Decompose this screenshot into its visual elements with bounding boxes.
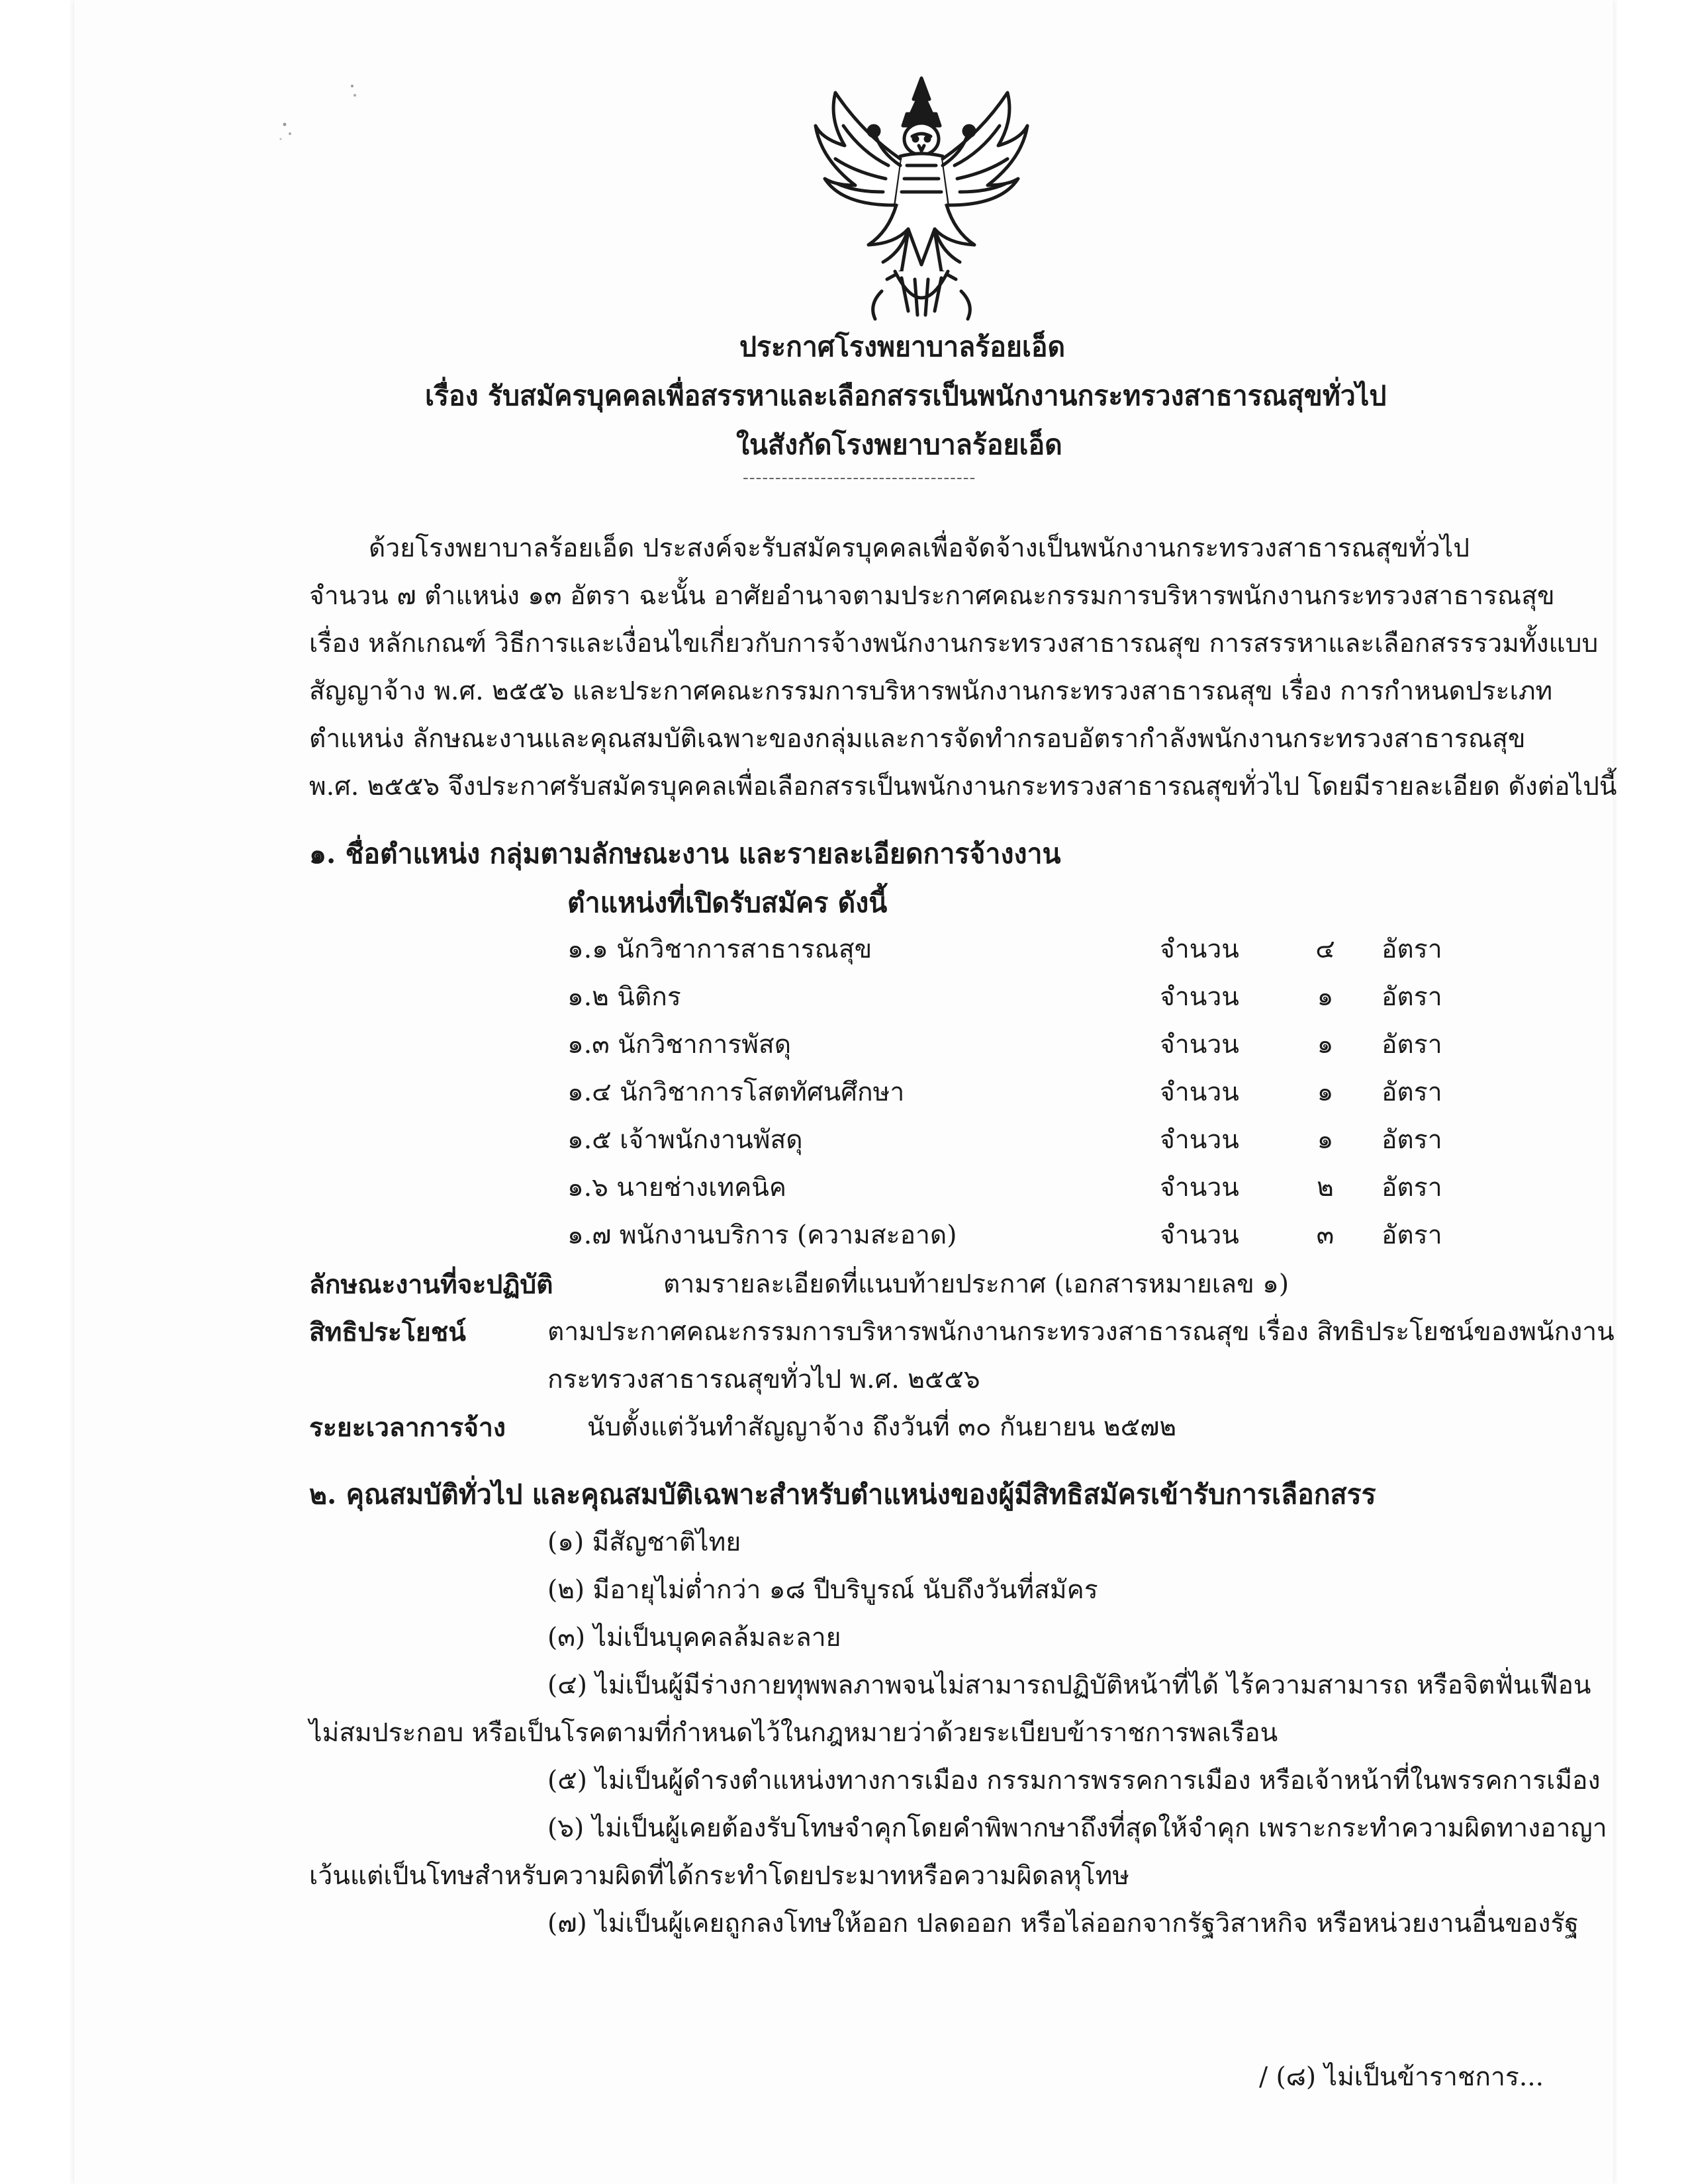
period-label: ระยะเวลาการจ้าง xyxy=(309,1412,506,1443)
position-name: ๑.๔ นักวิชาการโสตทัศนศึกษา xyxy=(567,1077,905,1107)
section1-subheading: ตำแหน่งที่เปิดรับสมัคร ดังนี้ xyxy=(567,887,888,919)
position-unit: อัตรา xyxy=(1382,982,1442,1012)
document-page xyxy=(74,0,1617,2184)
position-count-label: จำนวน xyxy=(1160,934,1239,964)
benefits-label: สิทธิประโยชน์ xyxy=(309,1317,466,1347)
position-count: ๓ xyxy=(1316,1220,1335,1250)
position-count-label: จำนวน xyxy=(1160,1030,1239,1060)
document-title: ประกาศโรงพยาบาลร้อยเอ็ด xyxy=(739,331,1066,363)
position-count-label: จำนวน xyxy=(1160,982,1239,1012)
position-unit: อัตรา xyxy=(1382,934,1442,964)
position-name: ๑.๕ เจ้าพนักงานพัสดุ xyxy=(567,1125,803,1155)
qualification-item: (๓) ไม่เป็นบุคคลล้มละลาย xyxy=(547,1623,841,1653)
qualification-item-continued: เว้นแต่เป็นโทษสำหรับความผิดที่ได้กระทำโดยประมาทหรือความผิดลหุโทษ xyxy=(309,1861,1130,1891)
duties-label: ลักษณะงานที่จะปฏิบัติ xyxy=(309,1269,553,1300)
position-unit: อัตรา xyxy=(1382,1220,1442,1250)
subject-label: เรื่อง xyxy=(425,380,479,412)
qualification-item: (๑) มีสัญชาติไทย xyxy=(547,1527,741,1557)
qualification-item: (๖) ไม่เป็นผู้เคยต้องรับโทษจำคุกโดยคำพิพากษาถึงที่สุดให้จำคุก เพราะกระทำความผิดทางอาญา xyxy=(547,1813,1607,1843)
position-name: ๑.๗ พนักงานบริการ (ความสะอาด) xyxy=(567,1220,957,1250)
qualification-item: (๗) ไม่เป็นผู้เคยถูกลงโทษให้ออก ปลดออก หรือไล่ออกจากรัฐวิสาหกิจ หรือหน่วยงานอื่นของรัฐ xyxy=(547,1909,1579,1938)
intro-line-2: จำนวน ๗ ตำแหน่ง ๑๓ อัตรา ฉะนั้น อาศัยอำนาจตามประกาศคณะกรรมการบริหารพนักงานกระทรวงสาธารณสุข xyxy=(309,581,1555,611)
position-count: ๔ xyxy=(1315,934,1335,964)
intro-line-5: ตำแหน่ง ลักษณะงานและคุณสมบัติเฉพาะของกลุ่มและการจัดทำกรอบอัตรากำลังพนักงานกระทรวงสาธารณสุข xyxy=(309,724,1526,754)
intro-line-4: สัญญาจ้าง พ.ศ. ๒๕๕๖ และประกาศคณะกรรมการบริหารพนักงานกระทรวงสาธารณสุข เรื่อง การกำหนดประเภท xyxy=(309,676,1553,706)
benefits-text-line2: กระทรวงสาธารณสุขทั่วไป พ.ศ. ๒๕๕๖ xyxy=(547,1365,980,1394)
qualification-item: (๕) ไม่เป็นผู้ดำรงตำแหน่งทางการเมือง กรรมการพรรคการเมือง หรือเจ้าหน้าที่ในพรรคการเมือง xyxy=(547,1766,1601,1796)
intro-line-1: ด้วยโรงพยาบาลร้อยเอ็ด ประสงค์จะรับสมัครบุคคลเพื่อจัดจ้างเป็นพนักงานกระทรวงสาธารณสุขทั่วไป xyxy=(369,533,1470,563)
position-count: ๒ xyxy=(1317,1173,1334,1203)
section2-heading: ๒. คุณสมบัติทั่วไป และคุณสมบัติเฉพาะสำหรับตำแหน่งของผู้มีสิทธิสมัครเข้ารับการเลือกสรร xyxy=(309,1479,1376,1510)
position-count: ๑ xyxy=(1317,1125,1334,1155)
position-count-label: จำนวน xyxy=(1160,1173,1239,1203)
position-count: ๑ xyxy=(1317,1077,1334,1107)
garuda-emblem-icon xyxy=(809,73,1034,324)
qualification-item: (๔) ไม่เป็นผู้มีร่างกายทุพพลภาพจนไม่สามารถปฏิบัติหน้าที่ได้ ไร้ความสามารถ หรือจิตฟั่นเฟือน xyxy=(547,1670,1591,1700)
position-unit: อัตรา xyxy=(1382,1125,1442,1155)
scan-specks xyxy=(273,73,365,146)
position-unit: อัตรา xyxy=(1382,1030,1442,1060)
position-count-label: จำนวน xyxy=(1160,1125,1239,1155)
position-unit: อัตรา xyxy=(1382,1077,1442,1107)
header-separator: ------------------------------------ xyxy=(743,468,976,488)
period-text: นับตั้งแต่วันทำสัญญาจ้าง ถึงวันที่ ๓๐ กันยายน ๒๕๗๒ xyxy=(587,1412,1177,1442)
position-name: ๑.๓ นักวิชาการพัสดุ xyxy=(567,1030,792,1060)
position-count-label: จำนวน xyxy=(1160,1220,1239,1250)
section1-heading: ๑. ชื่อตำแหน่ง กลุ่มตามลักษณะงาน และรายละเอียดการจ้างงาน xyxy=(309,838,1061,870)
qualification-item-continued: ไม่สมประกอบ หรือเป็นโรคตามที่กำหนดไว้ในกฎหมายว่าด้วยระเบียบข้าราชการพลเรือน xyxy=(309,1718,1278,1748)
position-unit: อัตรา xyxy=(1382,1173,1442,1203)
subject-text: รับสมัครบุคคลเพื่อสรรหาและเลือกสรรเป็นพนักงานกระทรวงสาธารณสุขทั่วไป xyxy=(488,380,1387,412)
intro-line-3: เรื่อง หลักเกณฑ์ วิธีการและเงื่อนไขเกี่ยวกับการจ้างพนักงานกระทรวงสาธารณสุข การสรรหาและเลือกสรรรวมทั้งแบบ xyxy=(309,629,1599,659)
qualification-item: (๒) มีอายุไม่ต่ำกว่า ๑๘ ปีบริบูรณ์ นับถึงวันที่สมัคร xyxy=(547,1575,1098,1605)
position-count: ๑ xyxy=(1317,982,1334,1012)
intro-line-6: พ.ศ. ๒๕๕๖ จึงประกาศรับสมัครบุคคลเพื่อเลือกสรรเป็นพนักงานกระทรวงสาธารณสุขทั่วไป โดยมีรายละเอียด ดังต่อไปนี้ xyxy=(309,772,1617,801)
position-name: ๑.๑ นักวิชาการสาธารณสุข xyxy=(567,934,872,964)
position-count: ๑ xyxy=(1317,1030,1334,1060)
position-name: ๑.๒ นิติกร xyxy=(567,982,681,1012)
page-continuation: / (๘) ไม่เป็นข้าราชการ... xyxy=(1259,2062,1544,2092)
benefits-text: ตามประกาศคณะกรรมการบริหารพนักงานกระทรวงสาธารณสุข เรื่อง สิทธิประโยชน์ของพนักงาน xyxy=(547,1317,1615,1347)
position-count-label: จำนวน xyxy=(1160,1077,1239,1107)
duties-text: ตามรายละเอียดที่แนบท้ายประกาศ (เอกสารหมายเลข ๑) xyxy=(663,1269,1289,1299)
position-name: ๑.๖ นายช่างเทคนิค xyxy=(567,1173,787,1203)
subject-text-line2: ในสังกัดโรงพยาบาลร้อยเอ็ด xyxy=(736,429,1062,461)
